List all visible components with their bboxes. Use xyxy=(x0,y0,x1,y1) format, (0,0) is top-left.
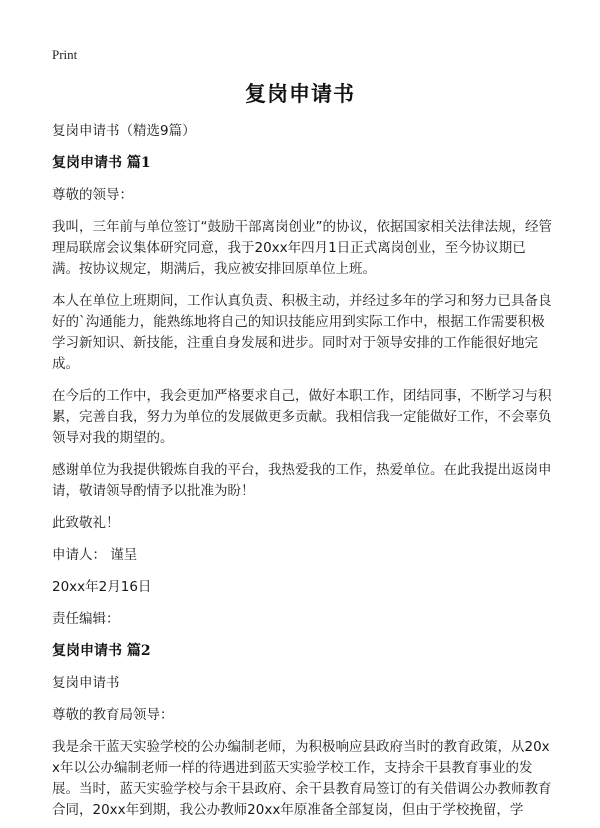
letter-date: 20xx年2月16日 xyxy=(52,579,152,595)
salutation: 尊敬的教育局领导： xyxy=(52,707,174,723)
document-body xyxy=(52,121,552,821)
body-paragraph: 我是余干蓝天实验学校的公办编制老师，为积极响应县政府当时的教育政策，从20xx年以公办编制老师一样的待遇进到蓝天实验学校工作，支持余干县教育事业的发展。当时，蓝天实验学校与余干县政府、余干县教育局签订的有关借调公办教师教育合同，20xx年到期，我公办教师20xx年原准备全部复岗，但由于学校挽留，学 xyxy=(52,739,552,818)
closing: 此致敬礼！ xyxy=(52,515,120,531)
body-paragraph: 感谢单位为我提供锻炼自我的平台，我热爱我的工作，热爱单位。在此我提出返岗申请，敬请领导酌情予以批准为盼！ xyxy=(52,462,552,499)
body-paragraph: 在今后的工作中，我会更加严格要求自己，做好本职工作，团结同事，不断学习与积累，完善自我，努力为单位的发展做更多贡献。我相信我一定能做好工作，不会辜负领导对我的期望的。 xyxy=(52,388,552,446)
page-title: 复岗申请书 xyxy=(245,82,355,106)
body-paragraph: 本人在单位上班期间，工作认真负责、积极主动，并经过多年的学习和努力已具备良好的`沟通能力，能熟练地将自己的知识技能应用到实际工作中，根据工作需要积极学习新知识、新技能，注重自身发展和进步。同时对于领导安排的工作能很好地完成。 xyxy=(52,293,552,372)
responsible-editor: 责任编辑： xyxy=(52,611,120,627)
body-paragraph: 我叫，三年前与单位签订“鼓励干部离岗创业”的协议，依据国家相关法律法规，经管理局联席会议集体研究同意，我于20xx年四月1日正式离岗创业，至今协议期已满。按协议规定，期满后，我应被安排回原单位上班。 xyxy=(52,219,552,277)
document-subtitle: 复岗申请书（精选9篇） xyxy=(52,123,196,139)
section-heading: 复岗申请书 篇1 xyxy=(52,155,151,171)
section-heading: 复岗申请书 篇2 xyxy=(52,643,151,659)
salutation: 尊敬的领导： xyxy=(52,187,133,203)
applicant-signature: 申请人： 谨呈 xyxy=(52,547,138,563)
section-subheading: 复岗申请书 xyxy=(52,675,120,691)
section-1 xyxy=(52,153,552,630)
print-link[interactable]: Print xyxy=(52,47,78,62)
section-2 xyxy=(52,641,552,821)
